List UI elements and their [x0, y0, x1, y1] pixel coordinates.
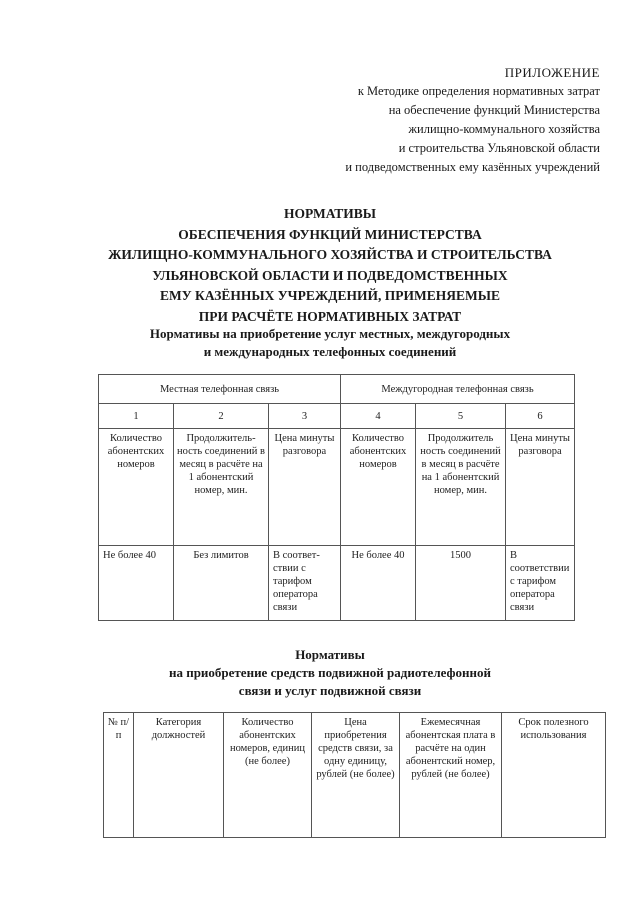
table-row [99, 546, 575, 621]
title-line: ОБЕСПЕЧЕНИЯ ФУНКЦИЙ МИНИСТЕРСТВА [178, 226, 482, 242]
table-cell: Не более 40 [99, 546, 174, 621]
column-header: Цена приобретения средств связи, за одну единицу, рублей (не более) [312, 713, 400, 838]
section-title-line: и международных телефонных соединений [203, 344, 457, 359]
appendix-header [240, 63, 600, 177]
appendix-line: жилищно-коммунального хозяйства [408, 122, 600, 136]
column-number: 5 [416, 404, 506, 429]
column-header: Количество абонентских номеров, единиц (не более) [224, 713, 312, 838]
title-line: ПРИ РАСЧЁТЕ НОРМАТИВНЫХ ЗАТРАТ [198, 308, 462, 324]
telephone-norms-table [98, 374, 575, 621]
column-header: Ежемесячная абонентская плата в расчёте на один абонентский номер, рублей (не более) [400, 713, 502, 838]
section-title-line: на приобретение средств подвижной радиотелефонной [168, 665, 492, 680]
table-cell: 1500 [416, 546, 506, 621]
group-header-local: Местная телефонная связь [99, 375, 341, 404]
column-header: № п/п [104, 713, 134, 838]
table-row [99, 404, 575, 429]
column-number: 3 [269, 404, 341, 429]
column-header: Продолжитель ность соединений в месяц в расчёте на 1 абонентский номер, мин. [416, 429, 506, 546]
appendix-line: на обеспечение функций Министерства [388, 103, 600, 117]
section-title-line: Нормативы на приобретение услуг местных, междугородных [149, 326, 511, 341]
table-cell: В соответствии с тарифом оператора связи [506, 546, 575, 621]
column-header: Цена минуты разговора [506, 429, 575, 546]
column-header: Срок полезного использования [502, 713, 606, 838]
section-title-line: Нормативы [295, 647, 365, 662]
title-line: ЕМУ КАЗЁННЫХ УЧРЕЖДЕНИЙ, ПРИМЕНЯЕМЫЕ [160, 288, 500, 303]
column-number: 2 [174, 404, 269, 429]
document-title [60, 204, 600, 327]
table-cell: Не более 40 [341, 546, 416, 621]
column-header: Цена минуты разговора [269, 429, 341, 546]
column-header: Продолжитель-ность соединений в месяц в расчёте на 1 абонентский номер, мин. [174, 429, 269, 546]
section-title-line: связи и услуг подвижной связи [238, 683, 422, 698]
title-line: УЛЬЯНОВСКОЙ ОБЛАСТИ И ПОДВЕДОМСТВЕННЫХ [152, 267, 508, 283]
appendix-line: и подведомственных ему казённых учреждений [345, 160, 600, 174]
table-cell: Без лимитов [174, 546, 269, 621]
title-line: НОРМАТИВЫ [283, 206, 377, 221]
column-header: Количество абонентских номеров [341, 429, 416, 546]
appendix-line: к Методике определения нормативных затрат [357, 84, 600, 98]
section1-title [60, 325, 600, 361]
group-header-intercity: Междугородная телефонная связь [341, 375, 575, 404]
column-header: Категория должностей [134, 713, 224, 838]
section2-title [60, 646, 600, 700]
appendix-title: ПРИЛОЖЕНИЕ [504, 65, 600, 80]
mobile-norms-table [103, 712, 606, 838]
table-cell: В соответ-ствии с тарифом оператора связи [269, 546, 341, 621]
column-header: Количество абонентских номеров [99, 429, 174, 546]
table-row [99, 375, 575, 404]
appendix-line: и строительства Ульяновской области [398, 141, 600, 155]
table-row [99, 429, 575, 546]
table-row [104, 713, 606, 838]
title-line: ЖИЛИЩНО-КОММУНАЛЬНОГО ХОЗЯЙСТВА И СТРОИТЕЛЬСТВА [108, 247, 552, 262]
column-number: 6 [506, 404, 575, 429]
column-number: 4 [341, 404, 416, 429]
column-number: 1 [99, 404, 174, 429]
